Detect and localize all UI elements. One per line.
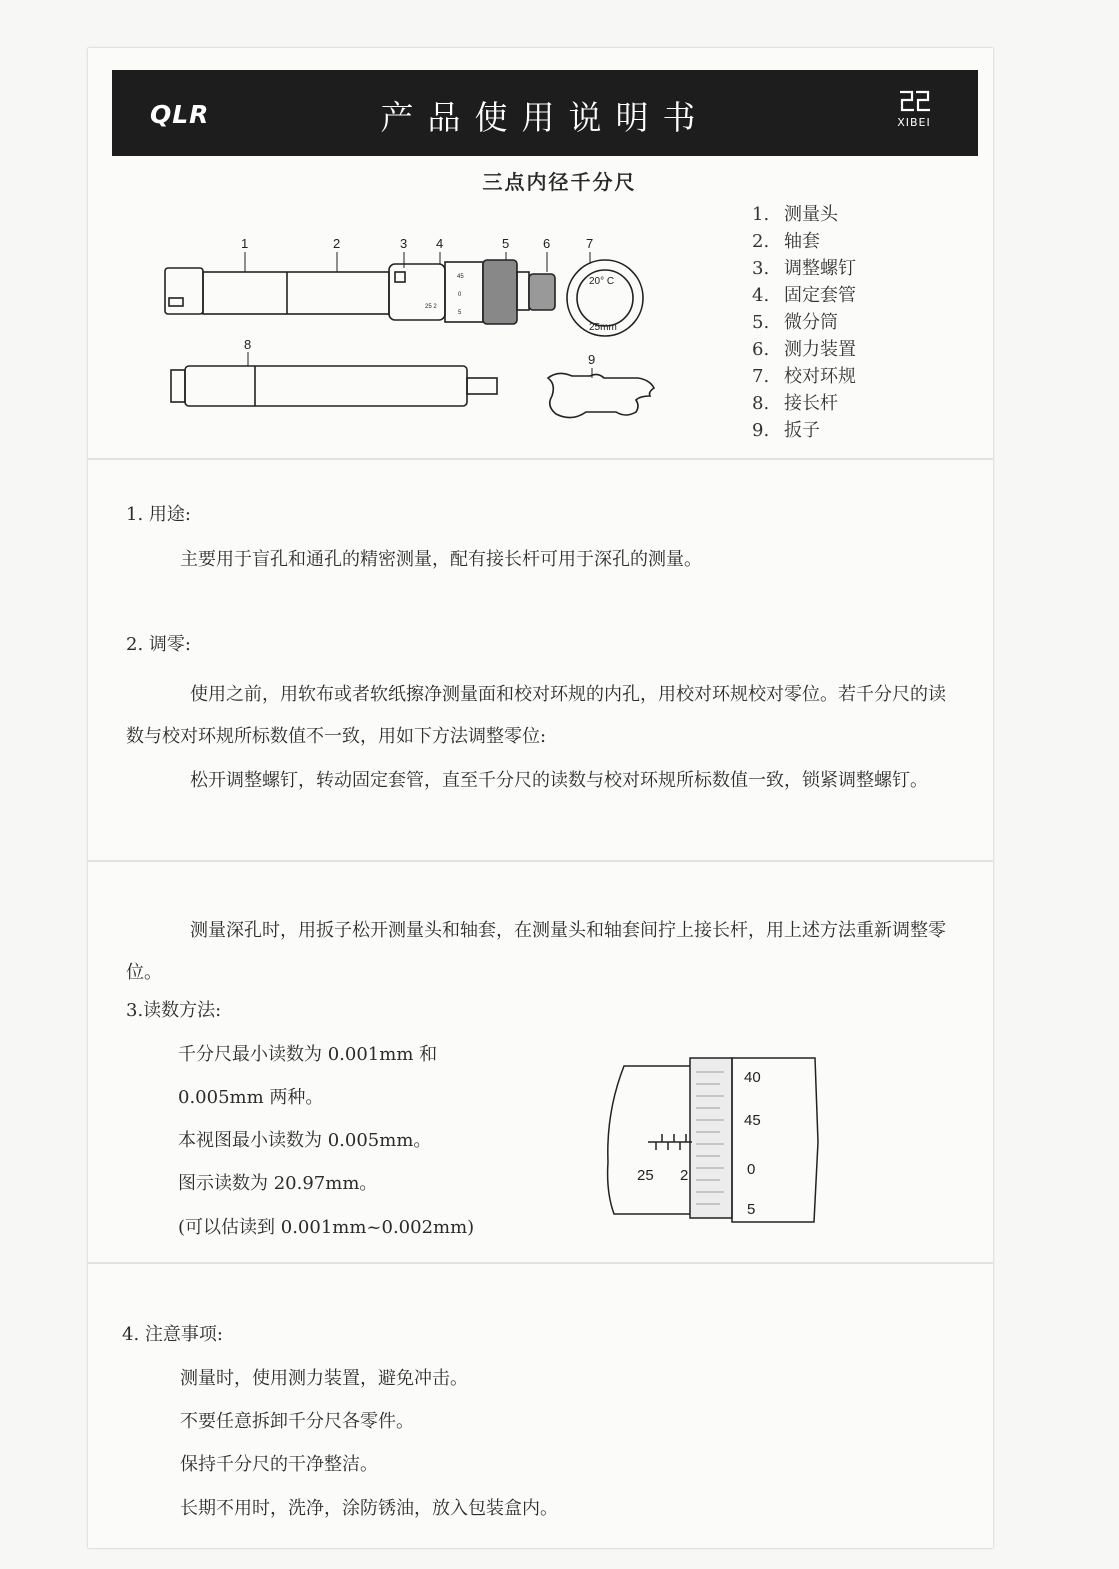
ring-temperature: 20° C: [589, 276, 615, 287]
reading-line: 千分尺最小读数为 0.001mm 和: [178, 1044, 438, 1065]
note-item: 测量时，使用测力装置，避免冲击。: [180, 1368, 468, 1389]
micrometer-reading-figure: [600, 1052, 825, 1227]
ring-size: 25mm: [589, 322, 617, 333]
zeroing-paragraph-3: 测量深孔时，用扳子松开测量头和轴套，在测量头和轴套间拧上接长杆，用上述方法重新调整零位。: [126, 920, 946, 983]
callout-7: 7: [586, 236, 594, 251]
sleeve-mark: 25 2: [425, 304, 437, 310]
callout-6: 6: [543, 236, 551, 251]
usage-heading: 1. 用途:: [126, 504, 191, 525]
note-item: 不要任意拆卸千分尺各零件。: [180, 1411, 414, 1432]
thimble-tick-5: 5: [458, 310, 462, 316]
reading-line: 本视图最小读数为 0.005mm。: [178, 1130, 432, 1151]
list-item: 1. 测量头: [752, 204, 838, 225]
list-item: 2. 轴套: [752, 231, 820, 252]
parts-list: [752, 200, 856, 443]
fold-line: [88, 458, 993, 460]
fold-line: [88, 860, 993, 862]
thimble-tick-0: 0: [458, 292, 462, 298]
callout-4: 4: [436, 236, 444, 251]
page-title: 产品使用说明书: [380, 98, 710, 137]
reading-line: 图示读数为 20.97mm。: [178, 1173, 378, 1194]
sleeve-value-partial: 2: [680, 1167, 689, 1184]
thimble-value-0: 0: [747, 1161, 756, 1178]
product-name: 三点内径千分尺: [482, 170, 637, 194]
list-item: 6. 测力装置: [752, 339, 856, 360]
callout-3: 3: [400, 236, 408, 251]
reading-line: 0.005mm 两种。: [178, 1087, 324, 1108]
sleeve-value-25: 25: [637, 1167, 654, 1184]
fold-line: [88, 1262, 993, 1264]
callout-9: 9: [588, 352, 596, 367]
reading-heading: 3.读数方法:: [126, 1000, 222, 1021]
zeroing-paragraph-1: 使用之前，用软布或者软纸擦净测量面和校对环规的内孔，用校对环规校对零位。若千分尺的读数与校对环规所标数值不一致，用如下方法调整零位:: [126, 684, 946, 747]
reading-line: (可以估读到 0.001mm~0.002mm): [178, 1217, 475, 1238]
list-item: 5. 微分筒: [752, 312, 838, 333]
brand-name: XIBEI: [897, 116, 931, 129]
thimble-value-40: 40: [744, 1069, 761, 1086]
notes-heading: 4. 注意事项:: [122, 1324, 223, 1345]
zeroing-heading: 2. 调零:: [126, 634, 191, 655]
list-item: 3. 调整螺钉: [752, 258, 856, 279]
note-item: 长期不用时，洗净，涂防锈油，放入包装盒内。: [180, 1498, 558, 1519]
callout-1: 1: [241, 236, 249, 251]
callout-8: 8: [244, 337, 252, 352]
list-item: 7. 校对环规: [752, 366, 856, 387]
list-item: 8. 接长杆: [752, 393, 838, 414]
brand-logo-right: [888, 88, 940, 129]
thimble-value-45: 45: [744, 1112, 761, 1129]
parts-diagram: [155, 228, 675, 438]
thimble-tick-45: 45: [457, 274, 464, 280]
header-bar: [112, 70, 978, 156]
brand-logo-left: QLR: [150, 100, 210, 129]
thimble-value-5: 5: [747, 1201, 756, 1218]
usage-text: 主要用于盲孔和通孔的精密测量，配有接长杆可用于深孔的测量。: [180, 549, 702, 570]
xibei-emblem-icon: [894, 88, 934, 114]
note-item: 保持千分尺的干净整洁。: [180, 1454, 378, 1475]
zeroing-paragraph-2: 松开调整螺钉，转动固定套管，直至千分尺的读数与校对环规所标数值一致，锁紧调整螺钉。: [190, 770, 928, 791]
list-item: 9. 扳子: [752, 420, 820, 441]
callout-5: 5: [502, 236, 510, 251]
callout-2: 2: [333, 236, 341, 251]
list-item: 4. 固定套管: [752, 285, 856, 306]
